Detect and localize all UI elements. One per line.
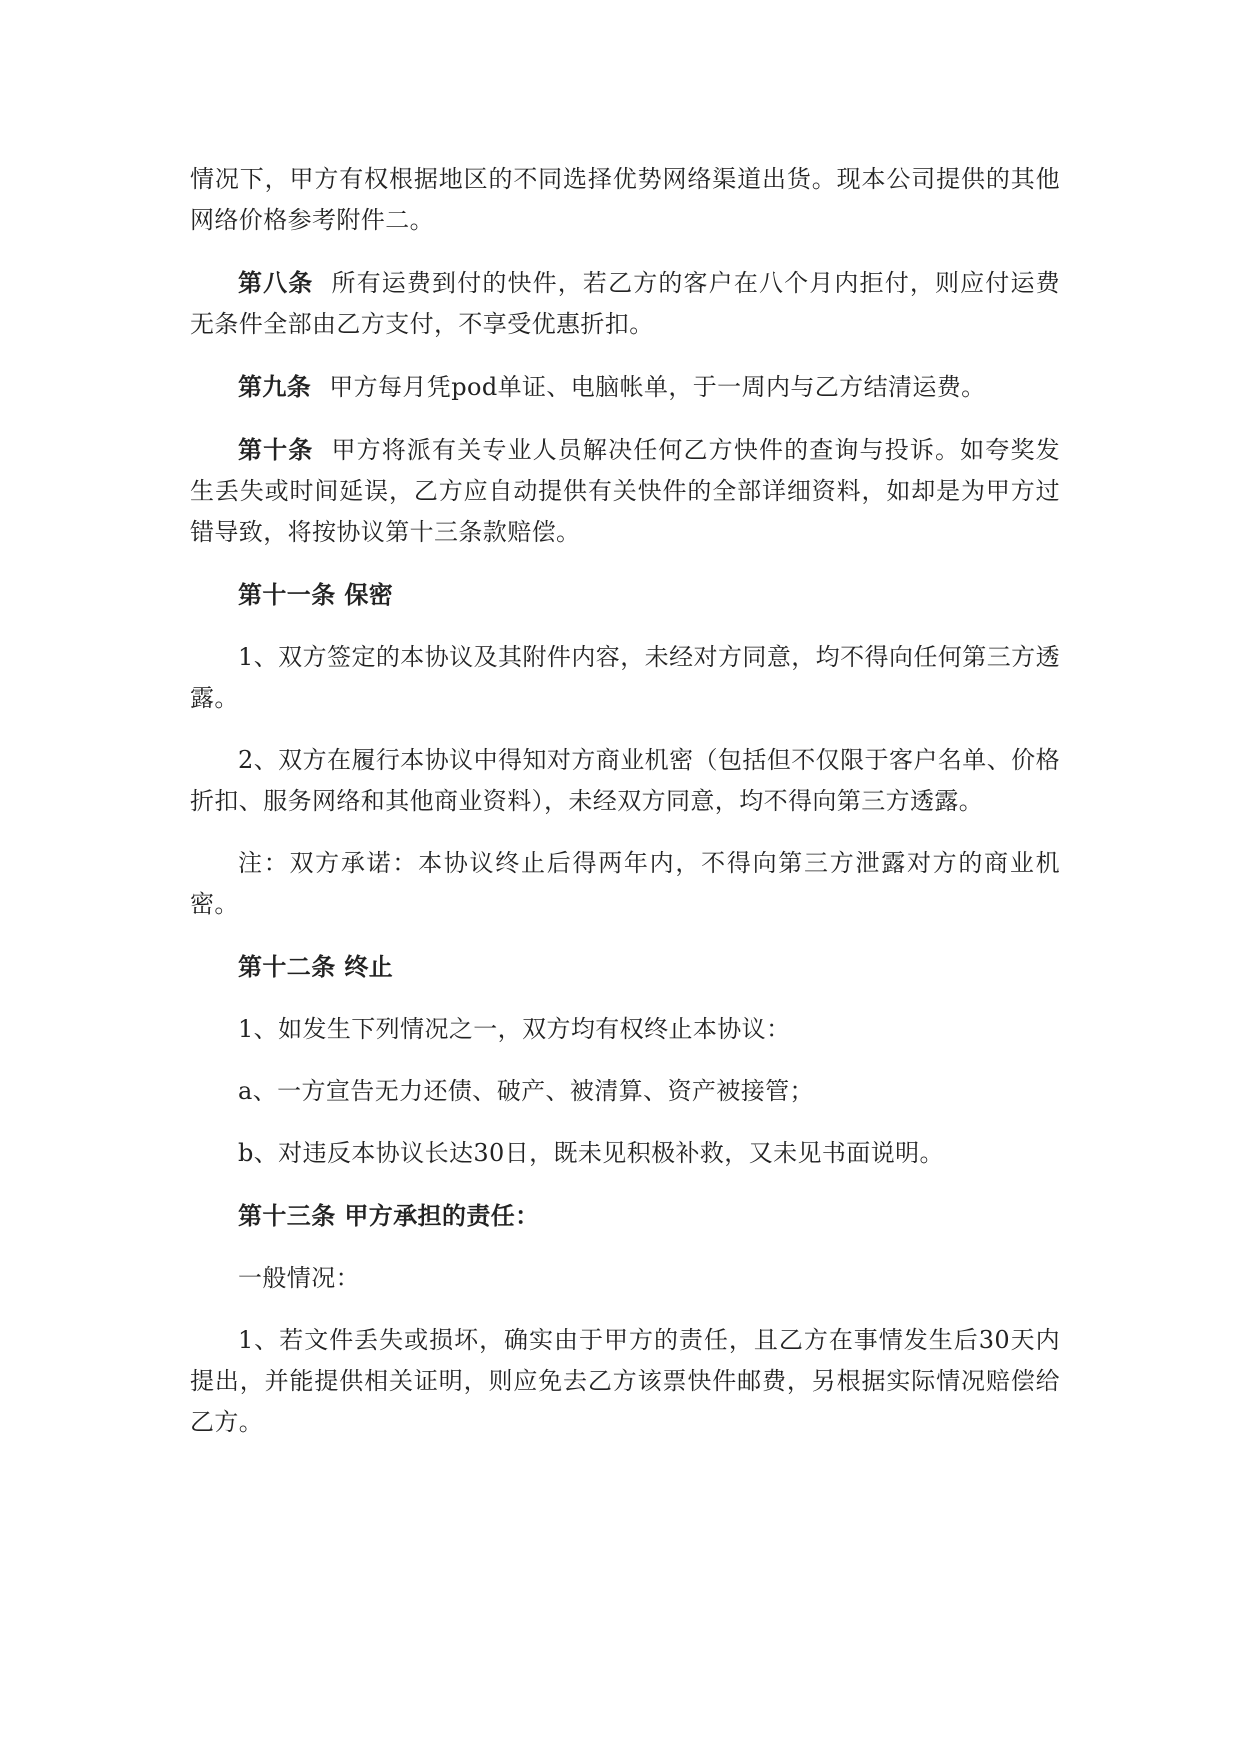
article-13-item: 1、若文件丢失或损坏，确实由于甲方的责任，且乙方在事情发生后30天内提出，并能提供相关证明，则应免去乙方该票快件邮费，另根据实际情况赔偿给乙方。 — [190, 1326, 1060, 1436]
article-12-title: 第十二条 终止 — [238, 952, 394, 981]
article-10-heading: 第十条 — [238, 435, 314, 464]
article-11-note: 注：双方承诺：本协议终止后得两年内，不得向第三方泄露对方的商业机密。 — [190, 849, 1060, 918]
article-12-item: a、一方宣告无力还债、破产、被清算、资产被接管； — [238, 1077, 814, 1105]
article-8-heading: 第八条 — [238, 268, 314, 297]
article-9-heading: 第九条 — [238, 372, 312, 401]
intro-continuation: 情况下，甲方有权根据地区的不同选择优势网络渠道出货。现本公司提供的其他网络价格参考附件二。 — [190, 165, 1060, 234]
article-11-title: 第十一条 保密 — [238, 580, 394, 609]
article-11-heading — [190, 574, 1060, 616]
article-11-item: 2、双方在履行本协议中得知对方商业机密（包括但不仅限于客户名单、价格折扣、服务网络和其他商业资料），未经双方同意，均不得向第三方透露。 — [190, 746, 1060, 815]
article-9 — [190, 366, 1060, 408]
article-9-text: 甲方每月凭pod单证、电脑帐单，于一周内与乙方结清运费。 — [329, 373, 986, 401]
article-8 — [190, 262, 1060, 345]
article-12-item: b、对违反本协议长达30日，既未见积极补救，又未见书面说明。 — [238, 1139, 944, 1167]
article-10 — [190, 429, 1060, 553]
article-11-item: 1、双方签定的本协议及其附件内容，未经对方同意，均不得向任何第三方透露。 — [190, 643, 1060, 712]
document-body — [190, 159, 1060, 1464]
article-13-title: 第十三条 甲方承担的责任： — [238, 1201, 540, 1230]
article-8-text: 所有运费到付的快件，若乙方的客户在八个月内拒付，则应付运费无条件全部由乙方支付，不享受优惠折扣。 — [190, 269, 1060, 338]
article-13-heading — [190, 1195, 1060, 1237]
article-12-item: 1、如发生下列情况之一，双方均有权终止本协议： — [238, 1015, 791, 1043]
article-12-heading — [190, 946, 1060, 988]
article-10-text: 甲方将派有关专业人员解决任何乙方快件的查询与投诉。如夸奖发生丢失或时间延误，乙方应自动提供有关快件的全部详细资料，如却是为甲方过错导致，将按协议第十三条款赔偿。 — [190, 436, 1060, 546]
article-13-subheading: 一般情况： — [238, 1264, 360, 1292]
